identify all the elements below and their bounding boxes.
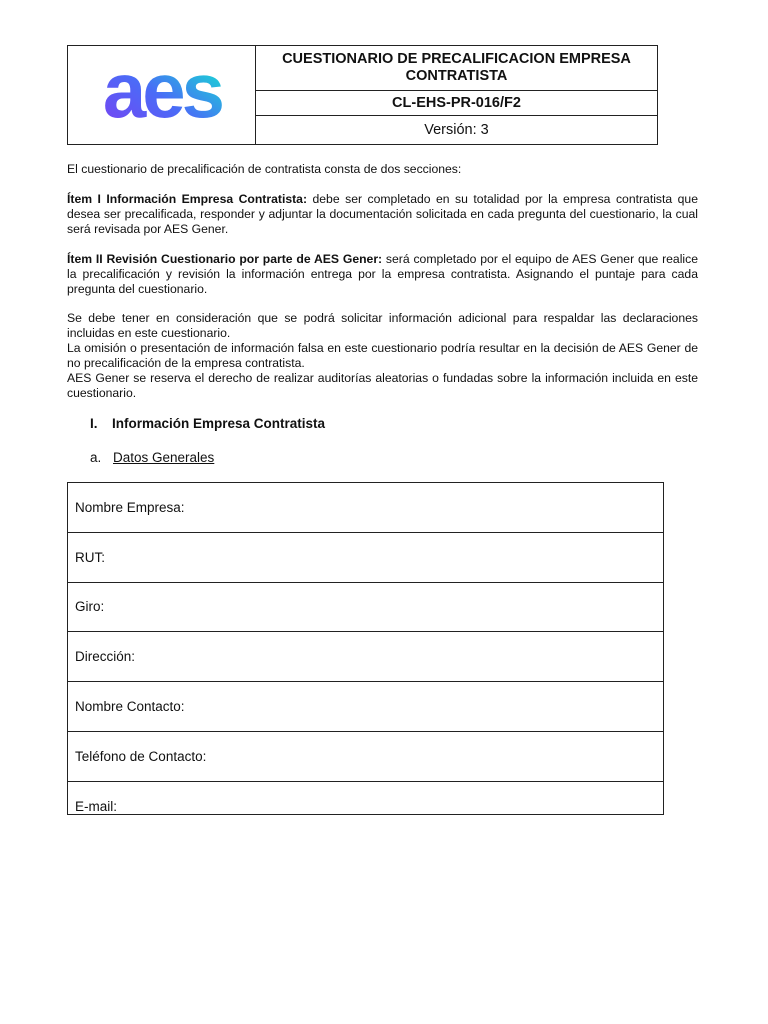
form-field-company-name[interactable] (68, 483, 663, 533)
section-number: I. (90, 416, 98, 431)
document-version: Versión: 3 (424, 122, 489, 138)
subsection-title: Datos Generales (113, 450, 215, 465)
logo-text: aes (102, 55, 221, 134)
document-code: CL-EHS-PR-016/F2 (256, 91, 657, 116)
subsection-heading (90, 450, 214, 465)
field-label: Dirección: (75, 649, 136, 665)
document-header (67, 45, 658, 145)
field-label: E-mail: (75, 798, 118, 814)
item-2-label: Ítem II Revisión Cuestionario por parte de AES Gener: (67, 252, 383, 266)
item-1-label: Ítem I Información Empresa Contratista: (67, 192, 308, 206)
note-paragraph: La omisión o presentación de información falsa en este cuestionario podría resultar en la decisión de AES Gener de no precalificación de la empresa contratista. (67, 341, 698, 370)
field-label: Teléfono de Contacto: (75, 748, 207, 764)
form-field-rut[interactable] (68, 533, 663, 583)
logo-cell (68, 46, 256, 144)
notes-block (67, 311, 698, 401)
note-paragraph: AES Gener se reserva el derecho de realizar auditorías aleatorias o fundadas sobre la información incluida en este cuestionario. (67, 371, 698, 400)
form-field-contact-phone[interactable] (68, 732, 663, 782)
form-field-address[interactable] (68, 632, 663, 682)
field-label: Nombre Empresa: (75, 499, 185, 515)
general-data-form (67, 482, 664, 815)
note-paragraph: Se debe tener en consideración que se podrá solicitar información adicional para respaldar las declaraciones incluidas en este cuestionario. (67, 311, 698, 340)
item-1-paragraph (67, 192, 698, 237)
intro-paragraph: El cuestionario de precalificación de contratista consta de dos secciones: (67, 162, 462, 176)
aes-logo (82, 55, 242, 135)
section-heading (90, 416, 325, 431)
field-label: Giro: (75, 599, 105, 615)
form-field-contact-name[interactable] (68, 682, 663, 732)
form-field-giro[interactable] (68, 583, 663, 633)
header-title-column (256, 46, 657, 144)
item-2-paragraph (67, 252, 698, 297)
field-label: RUT: (75, 549, 105, 565)
subsection-letter: a. (90, 450, 102, 465)
item-2-text: será completado por el equipo de AES Gener que realice la precalificación y revisión la información entrega por la empresa contratista. Asignando el puntaje para cada pregunta del cuestionario. (67, 252, 698, 296)
section-title: Información Empresa Contratista (112, 416, 326, 431)
form-field-email[interactable] (68, 782, 663, 815)
document-title: CUESTIONARIO DE PRECALIFICACION EMPRESA CONTRATISTA (256, 46, 657, 91)
field-label: Nombre Contacto: (75, 699, 185, 715)
item-1-text: debe ser completado en su totalidad por la empresa contratista que desea ser precalificada, responder y adjuntar la documentación solicitada en cada pregunta del cuestionario, la cual será revisada por AES Gener. (67, 192, 698, 236)
